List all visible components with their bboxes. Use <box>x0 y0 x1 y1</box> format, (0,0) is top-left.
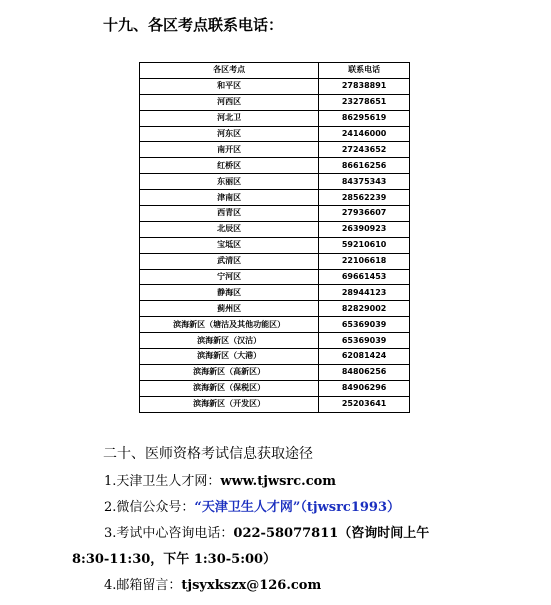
wechat-label: 2.微信公众号： <box>104 500 195 515</box>
phone-cell: 82829002 <box>319 301 410 317</box>
district-cell: 静海区 <box>140 285 319 301</box>
table-row <box>140 174 410 190</box>
phone-cell: 28944123 <box>319 285 410 301</box>
phone-cell: 69661453 <box>319 269 410 285</box>
district-cell: 滨海新区（开发区） <box>140 396 319 412</box>
district-cell: 南开区 <box>140 142 319 158</box>
email-link[interactable]: tjsyxkszx@126.com <box>181 578 322 593</box>
phone-cell: 22106618 <box>319 253 410 269</box>
section-20-title: 二十、医师资格考试信息获取途径 <box>103 446 313 462</box>
phone-cell: 65369039 <box>319 317 410 333</box>
wechat-account-name: “天津卫生人才网”（tjwsrc1993） <box>194 500 401 515</box>
phone-cell: 84906296 <box>319 380 410 396</box>
table-row <box>140 190 410 206</box>
consult-hours: 8:30-11:30，下午 1:30-5:00） <box>72 552 277 567</box>
email-label: 4.邮箱留言： <box>104 578 182 593</box>
contact-phone-table <box>139 62 410 413</box>
phone-cell: 62081424 <box>319 349 410 365</box>
table-row <box>140 285 410 301</box>
district-cell: 红桥区 <box>140 158 319 174</box>
phone-cell: 24146000 <box>319 126 410 142</box>
table-row <box>140 206 410 222</box>
district-cell: 河西区 <box>140 94 319 110</box>
phone-cell: 28562239 <box>319 190 410 206</box>
website-label: 1.天津卫生人才网： <box>104 474 221 489</box>
phone-cell: 86616256 <box>319 158 410 174</box>
phone-cell: 23278651 <box>319 94 410 110</box>
district-cell: 宝坻区 <box>140 237 319 253</box>
table-row <box>140 317 410 333</box>
district-cell: 河北卫 <box>140 110 319 126</box>
district-cell: 河东区 <box>140 126 319 142</box>
table-row <box>140 253 410 269</box>
district-cell: 西青区 <box>140 206 319 222</box>
info-item-website <box>104 470 336 489</box>
table-row <box>140 380 410 396</box>
table-row <box>140 349 410 365</box>
district-cell: 滨海新区（汉沽） <box>140 333 319 349</box>
website-link[interactable]: www.tjwsrc.com <box>220 474 337 489</box>
district-cell: 滨海新区（大港） <box>140 349 319 365</box>
column-header-phone: 联系电话 <box>319 63 410 79</box>
column-header-district: 各区考点 <box>140 63 319 79</box>
phone-cell: 25203641 <box>319 396 410 412</box>
phone-cell: 84375343 <box>319 174 410 190</box>
phone-cell: 27243652 <box>319 142 410 158</box>
table-row <box>140 396 410 412</box>
table-row <box>140 110 410 126</box>
district-cell: 北辰区 <box>140 221 319 237</box>
table-row <box>140 221 410 237</box>
table-row <box>140 94 410 110</box>
phone-cell: 27936607 <box>319 206 410 222</box>
phone-cell: 27838891 <box>319 78 410 94</box>
district-cell: 东丽区 <box>140 174 319 190</box>
table-body <box>140 78 410 412</box>
info-item-phone <box>104 522 429 541</box>
district-cell: 滨海新区（保税区） <box>140 380 319 396</box>
district-cell: 和平区 <box>140 78 319 94</box>
table-row <box>140 78 410 94</box>
table-row <box>140 237 410 253</box>
district-cell: 蓟州区 <box>140 301 319 317</box>
phone-cell: 86295619 <box>319 110 410 126</box>
table-row <box>140 142 410 158</box>
table-row <box>140 301 410 317</box>
table-row <box>140 158 410 174</box>
table-header-row <box>140 63 410 79</box>
phone-cell: 59210610 <box>319 237 410 253</box>
district-cell: 津南区 <box>140 190 319 206</box>
district-cell: 武清区 <box>140 253 319 269</box>
table-row <box>140 364 410 380</box>
district-cell: 宁河区 <box>140 269 319 285</box>
district-cell: 滨海新区（高新区） <box>140 364 319 380</box>
phone-cell: 65369039 <box>319 333 410 349</box>
phone-label: 3.考试中心咨询电话： <box>104 526 234 541</box>
info-item-wechat <box>104 496 400 515</box>
phone-cell: 84806256 <box>319 364 410 380</box>
table-row <box>140 126 410 142</box>
table-row <box>140 333 410 349</box>
district-cell: 滨海新区（塘沽及其他功能区） <box>140 317 319 333</box>
section-19-title: 十九、各区考点联系电话： <box>103 16 284 34</box>
phone-cell: 26390923 <box>319 221 410 237</box>
table-row <box>140 269 410 285</box>
info-item-email <box>104 574 321 593</box>
consult-phone-number: 022-58077811（咨询时间上午 <box>233 526 430 541</box>
